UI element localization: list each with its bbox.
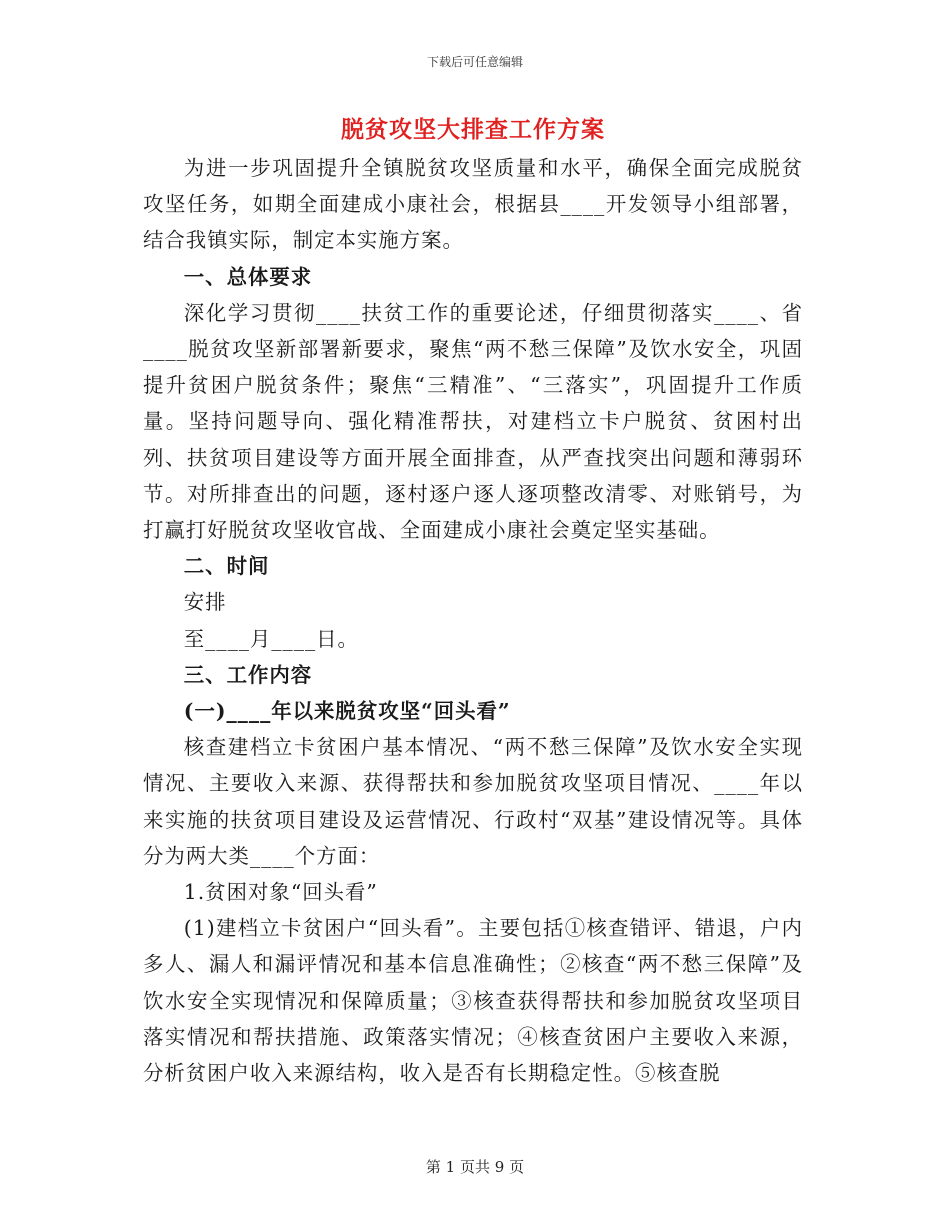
item-body-registered-households: (1)建档立卡贫困户“回头看”。主要包括①核查错评、错退，户内多人、漏人和漏评情况和基本信息准确性；②核查“两不愁三保障”及饮水安全实现情况和保障质量；③核查获得帮扶和参加脱贫攻坚项目落实情况和帮扶措施、政策落实情况；④核查贫困户主要收入来源，分析贫困户收入来源结构，收入是否有长期稳定性。⑤核查脱 [143, 916, 803, 1086]
document-title: 脱贫攻坚大排查工作方案 [341, 116, 605, 143]
section-heading-work-content: 三、工作内容 [183, 662, 313, 687]
section-heading-time: 二、时间 [183, 554, 270, 579]
page-header: 下载后可任意编辑 [426, 55, 523, 69]
time-line-arrangement: 安排 [183, 590, 227, 615]
page-footer: 第 1 页共 9 页 [425, 1158, 525, 1176]
intro-paragraph: 为进一步巩固提升全镇脱贫攻坚质量和水平，确保全面完成脱贫攻坚任务，如期全面建成小康社会，根据县____开发领导小组部署，结合我镇实际，制定本实施方案。 [143, 156, 803, 253]
document-body [143, 110, 803, 1091]
section-heading-general-requirements: 一、总体要求 [183, 264, 313, 289]
subsection-body-review: 核查建档立卡贫困户基本情况、“两不愁三保障”及饮水安全实现情况、主要收入来源、获得帮扶和参加脱贫攻坚项目情况、____年以来实施的扶贫项目建设及运营情况、行政村“双基”建设情况等。具体分为两大类____个方面： [143, 735, 803, 868]
section-body-general-requirements: 深化学习贯彻____扶贫工作的重要论述，仔细贯彻落实____、省____脱贫攻坚新部署新要求，聚焦“两不愁三保障”及饮水安全，巩固提升贫困户脱贫条件；聚焦“三精准”、“三落实”，巩固提升工作质量。坚持问题导向、强化精准帮扶，对建档立卡户脱贫、贫困村出列、扶贫项目建设等方面开展全面排查，从严查找突出问题和薄弱环节。对所排查出的问题，逐村逐户逐人逐项整改清零、对账销号，为打赢打好脱贫攻坚收官战、全面建成小康社会奠定坚实基础。 [143, 300, 803, 543]
subsection-heading-review: (一)____年以来脱贫攻坚“回头看” [183, 699, 511, 724]
time-line-date: 至____月____日。 [183, 626, 359, 651]
item-heading-poverty-targets: 1.贫困对象“回头看” [183, 880, 378, 905]
